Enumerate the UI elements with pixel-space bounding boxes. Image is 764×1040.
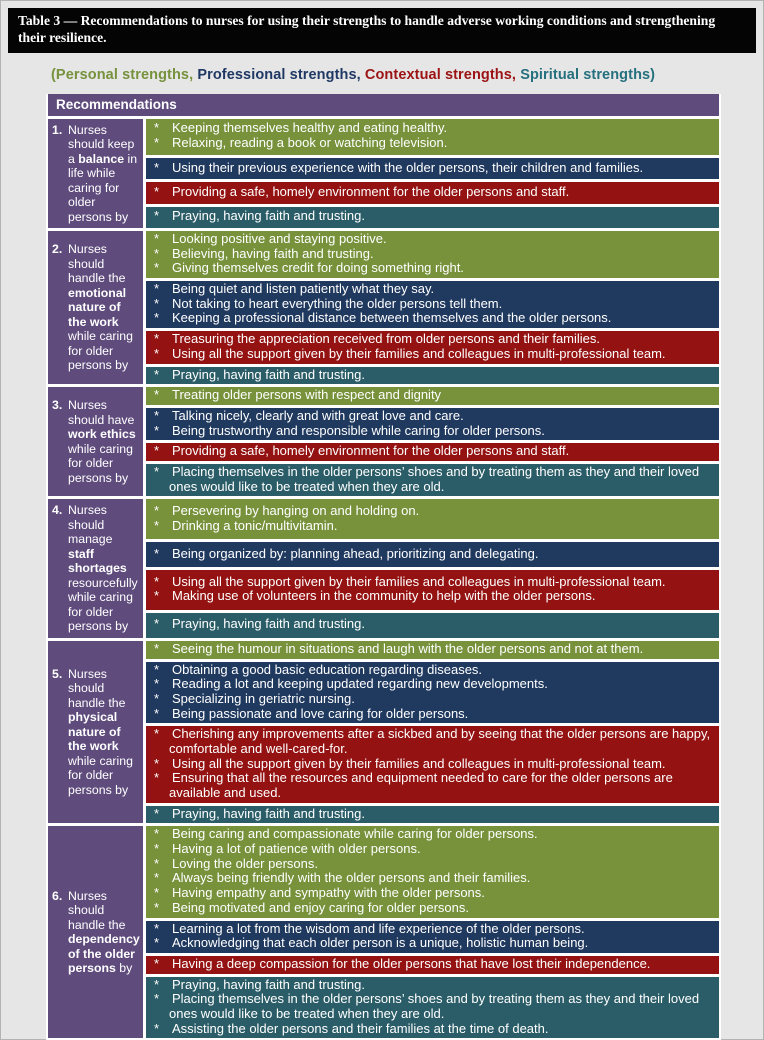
recommendation-item: * Giving themselves credit for doing something right. bbox=[151, 261, 714, 276]
personal-strengths-band bbox=[146, 119, 719, 155]
recommendation-item: * Believing, having faith and trusting. bbox=[151, 247, 714, 262]
row-left-text: 5. Nurses should handle the physical nature of the work while caring for older persons by bbox=[52, 666, 133, 797]
row-left-cell bbox=[48, 119, 143, 229]
spiritual-strengths-band bbox=[146, 367, 719, 385]
recommendation-item: * Praying, having faith and trusting. bbox=[151, 617, 714, 632]
recommendation-item: * Being caring and compassionate while caring for older persons. bbox=[151, 827, 714, 842]
spiritual-strengths-band bbox=[146, 207, 719, 228]
recommendation-item: * Learning a lot from the wisdom and life experience of the older persons. bbox=[151, 922, 714, 937]
row-number: 6. bbox=[52, 888, 63, 903]
recommendation-item: * Praying, having faith and trusting. bbox=[151, 209, 714, 224]
recommendation-item: * Seeing the humour in situations and laugh with the older persons and not at them. bbox=[151, 642, 714, 657]
row-bands bbox=[146, 641, 719, 824]
row-number: 5. bbox=[52, 666, 63, 681]
recommendation-item: * Having empathy and sympathy with the older persons. bbox=[151, 886, 714, 901]
row-number: 3. bbox=[52, 398, 63, 413]
recommendation-item: * Persevering by hanging on and holding on. bbox=[151, 504, 714, 519]
recommendation-item: * Being organized by: planning ahead, prioritizing and delegating. bbox=[151, 547, 714, 562]
recommendation-item: * Cherishing any improvements after a sickbed and by seeing that the older persons are happy, comfortable and well-cared-for. bbox=[151, 727, 714, 756]
recommendation-item: * Ensuring that all the resources and equipment needed to care for the older persons are available and used. bbox=[151, 771, 714, 800]
recommendation-item: * Placing themselves in the older persons’ shoes and by treating them as they and their loved ones would like to be treated when they are old. bbox=[151, 465, 714, 494]
spiritual-strengths-band bbox=[146, 977, 719, 1039]
row-number: 2. bbox=[52, 242, 63, 257]
recommendation-item: * Treating older persons with respect and dignity bbox=[151, 388, 714, 403]
table-header: Recommendations bbox=[48, 94, 719, 116]
recommendation-item: * Providing a safe, homely environment for the older persons and staff. bbox=[151, 444, 714, 459]
table-row bbox=[48, 826, 719, 1038]
row-bands bbox=[146, 387, 719, 496]
contextual-strengths-band bbox=[146, 956, 719, 974]
recommendation-item: * Not taking to heart everything the older persons tell them. bbox=[151, 297, 714, 312]
row-bands bbox=[146, 119, 719, 229]
recommendation-item: * Talking nicely, clearly and with great love and care. bbox=[151, 409, 714, 424]
table-row bbox=[48, 119, 719, 229]
recommendation-item: * Obtaining a good basic education regarding diseases. bbox=[151, 663, 714, 678]
legend-contextual: Contextual strengths, bbox=[364, 66, 521, 83]
contextual-strengths-band bbox=[146, 331, 719, 363]
recommendation-item: * Using all the support given by their families and colleagues in multi-professional team. bbox=[151, 757, 714, 772]
recommendation-item: * Praying, having faith and trusting. bbox=[151, 978, 714, 993]
table-row bbox=[48, 231, 719, 384]
recommendation-item: * Keeping a professional distance between themselves and the older persons. bbox=[151, 311, 714, 326]
recommendation-item: * Providing a safe, homely environment for the older persons and staff. bbox=[151, 185, 714, 200]
professional-strengths-band bbox=[146, 542, 719, 567]
contextual-strengths-band bbox=[146, 182, 719, 203]
row-left-cell bbox=[48, 641, 143, 824]
strengths-legend bbox=[51, 67, 753, 83]
row-number: 1. bbox=[52, 122, 63, 137]
row-left-cell bbox=[48, 499, 143, 638]
recommendation-item: * Having a lot of patience with older persons. bbox=[151, 842, 714, 857]
recommendation-item: * Being quiet and listen patiently what they say. bbox=[151, 282, 714, 297]
table-row bbox=[48, 499, 719, 638]
legend-spiritual: Spiritual strengths) bbox=[520, 66, 656, 83]
recommendation-item: * Treasuring the appreciation received from older persons and their families. bbox=[151, 332, 714, 347]
recommendation-item: * Relaxing, reading a book or watching television. bbox=[151, 136, 714, 151]
personal-strengths-band bbox=[146, 231, 719, 278]
legend-professional: Professional strengths, bbox=[197, 66, 365, 83]
personal-strengths-band bbox=[146, 499, 719, 539]
recommendation-item: * Using all the support given by their families and colleagues in multi-professional team. bbox=[151, 347, 714, 362]
row-left-text: 2. Nurses should handle the emotional nature of the work while caring for older persons by bbox=[52, 242, 133, 373]
recommendations-table bbox=[46, 94, 721, 1040]
recommendation-item: * Placing themselves in the older persons’ shoes and by treating them as they and their loved ones would like to be treated when they are old. bbox=[151, 992, 714, 1021]
recommendation-item: * Having a deep compassion for the older persons that have lost their independence. bbox=[151, 957, 714, 972]
spiritual-strengths-band bbox=[146, 613, 719, 638]
recommendation-item: * Loving the older persons. bbox=[151, 857, 714, 872]
row-bands bbox=[146, 231, 719, 384]
recommendation-item: * Using their previous experience with the older persons, their children and families. bbox=[151, 161, 714, 176]
recommendation-item: * Keeping themselves healthy and eating healthy. bbox=[151, 121, 714, 136]
row-left-cell bbox=[48, 387, 143, 496]
recommendation-item: * Making use of volunteers in the community to help with the older persons. bbox=[151, 589, 714, 604]
spiritual-strengths-band bbox=[146, 464, 719, 496]
row-number: 4. bbox=[52, 503, 63, 518]
contextual-strengths-band bbox=[146, 443, 719, 461]
row-left-text: 1. Nurses should keep a balance in life while caring for older persons by bbox=[52, 122, 138, 224]
recommendation-item: * Being motivated and enjoy caring for older persons. bbox=[151, 901, 714, 916]
spiritual-strengths-band bbox=[146, 806, 719, 824]
personal-strengths-band bbox=[146, 387, 719, 405]
professional-strengths-band bbox=[146, 281, 719, 328]
row-left-text: 4. Nurses should manage staff shortages resourcefully while caring for older persons by bbox=[52, 503, 138, 634]
recommendation-item: * Being passionate and love caring for older persons. bbox=[151, 707, 714, 722]
recommendation-item: * Using all the support given by their families and colleagues in multi-professional team. bbox=[151, 575, 714, 590]
row-left-text: 6. Nurses should handle the dependency of the older persons by bbox=[52, 888, 140, 976]
contextual-strengths-band bbox=[146, 726, 719, 802]
recommendation-item: * Reading a lot and keeping updated regarding new developments. bbox=[151, 677, 714, 692]
table-row bbox=[48, 387, 719, 496]
recommendation-item: * Looking positive and staying positive. bbox=[151, 232, 714, 247]
recommendation-item: * Specializing in geriatric nursing. bbox=[151, 692, 714, 707]
personal-strengths-band bbox=[146, 641, 719, 659]
recommendation-item: * Always being friendly with the older persons and their families. bbox=[151, 871, 714, 886]
personal-strengths-band bbox=[146, 826, 719, 917]
professional-strengths-band bbox=[146, 921, 719, 953]
professional-strengths-band bbox=[146, 158, 719, 179]
professional-strengths-band bbox=[146, 408, 719, 440]
table-title-bar bbox=[8, 8, 756, 53]
row-bands bbox=[146, 499, 719, 638]
recommendation-item: * Drinking a tonic/multivitamin. bbox=[151, 519, 714, 534]
recommendation-item: * Being trustworthy and responsible while caring for older persons. bbox=[151, 424, 714, 439]
recommendation-item: * Assisting the older persons and their families at the time of death. bbox=[151, 1022, 714, 1037]
row-left-text: 3. Nurses should have work ethics while caring for older persons by bbox=[52, 398, 136, 485]
recommendation-item: * Praying, having faith and trusting. bbox=[151, 368, 714, 383]
row-left-cell bbox=[48, 826, 143, 1038]
row-bands bbox=[146, 826, 719, 1038]
recommendation-item: * Praying, having faith and trusting. bbox=[151, 807, 714, 822]
professional-strengths-band bbox=[146, 662, 719, 724]
contextual-strengths-band bbox=[146, 570, 719, 610]
table-row bbox=[48, 641, 719, 824]
table-title: Table 3 — Recommendations to nurses for using their strengths to handle adverse working conditions and strengthening their resilience. bbox=[18, 13, 716, 46]
row-left-cell bbox=[48, 231, 143, 384]
legend-personal: (Personal strengths, bbox=[51, 66, 198, 83]
recommendation-item: * Acknowledging that each older person is a unique, holistic human being. bbox=[151, 936, 714, 951]
